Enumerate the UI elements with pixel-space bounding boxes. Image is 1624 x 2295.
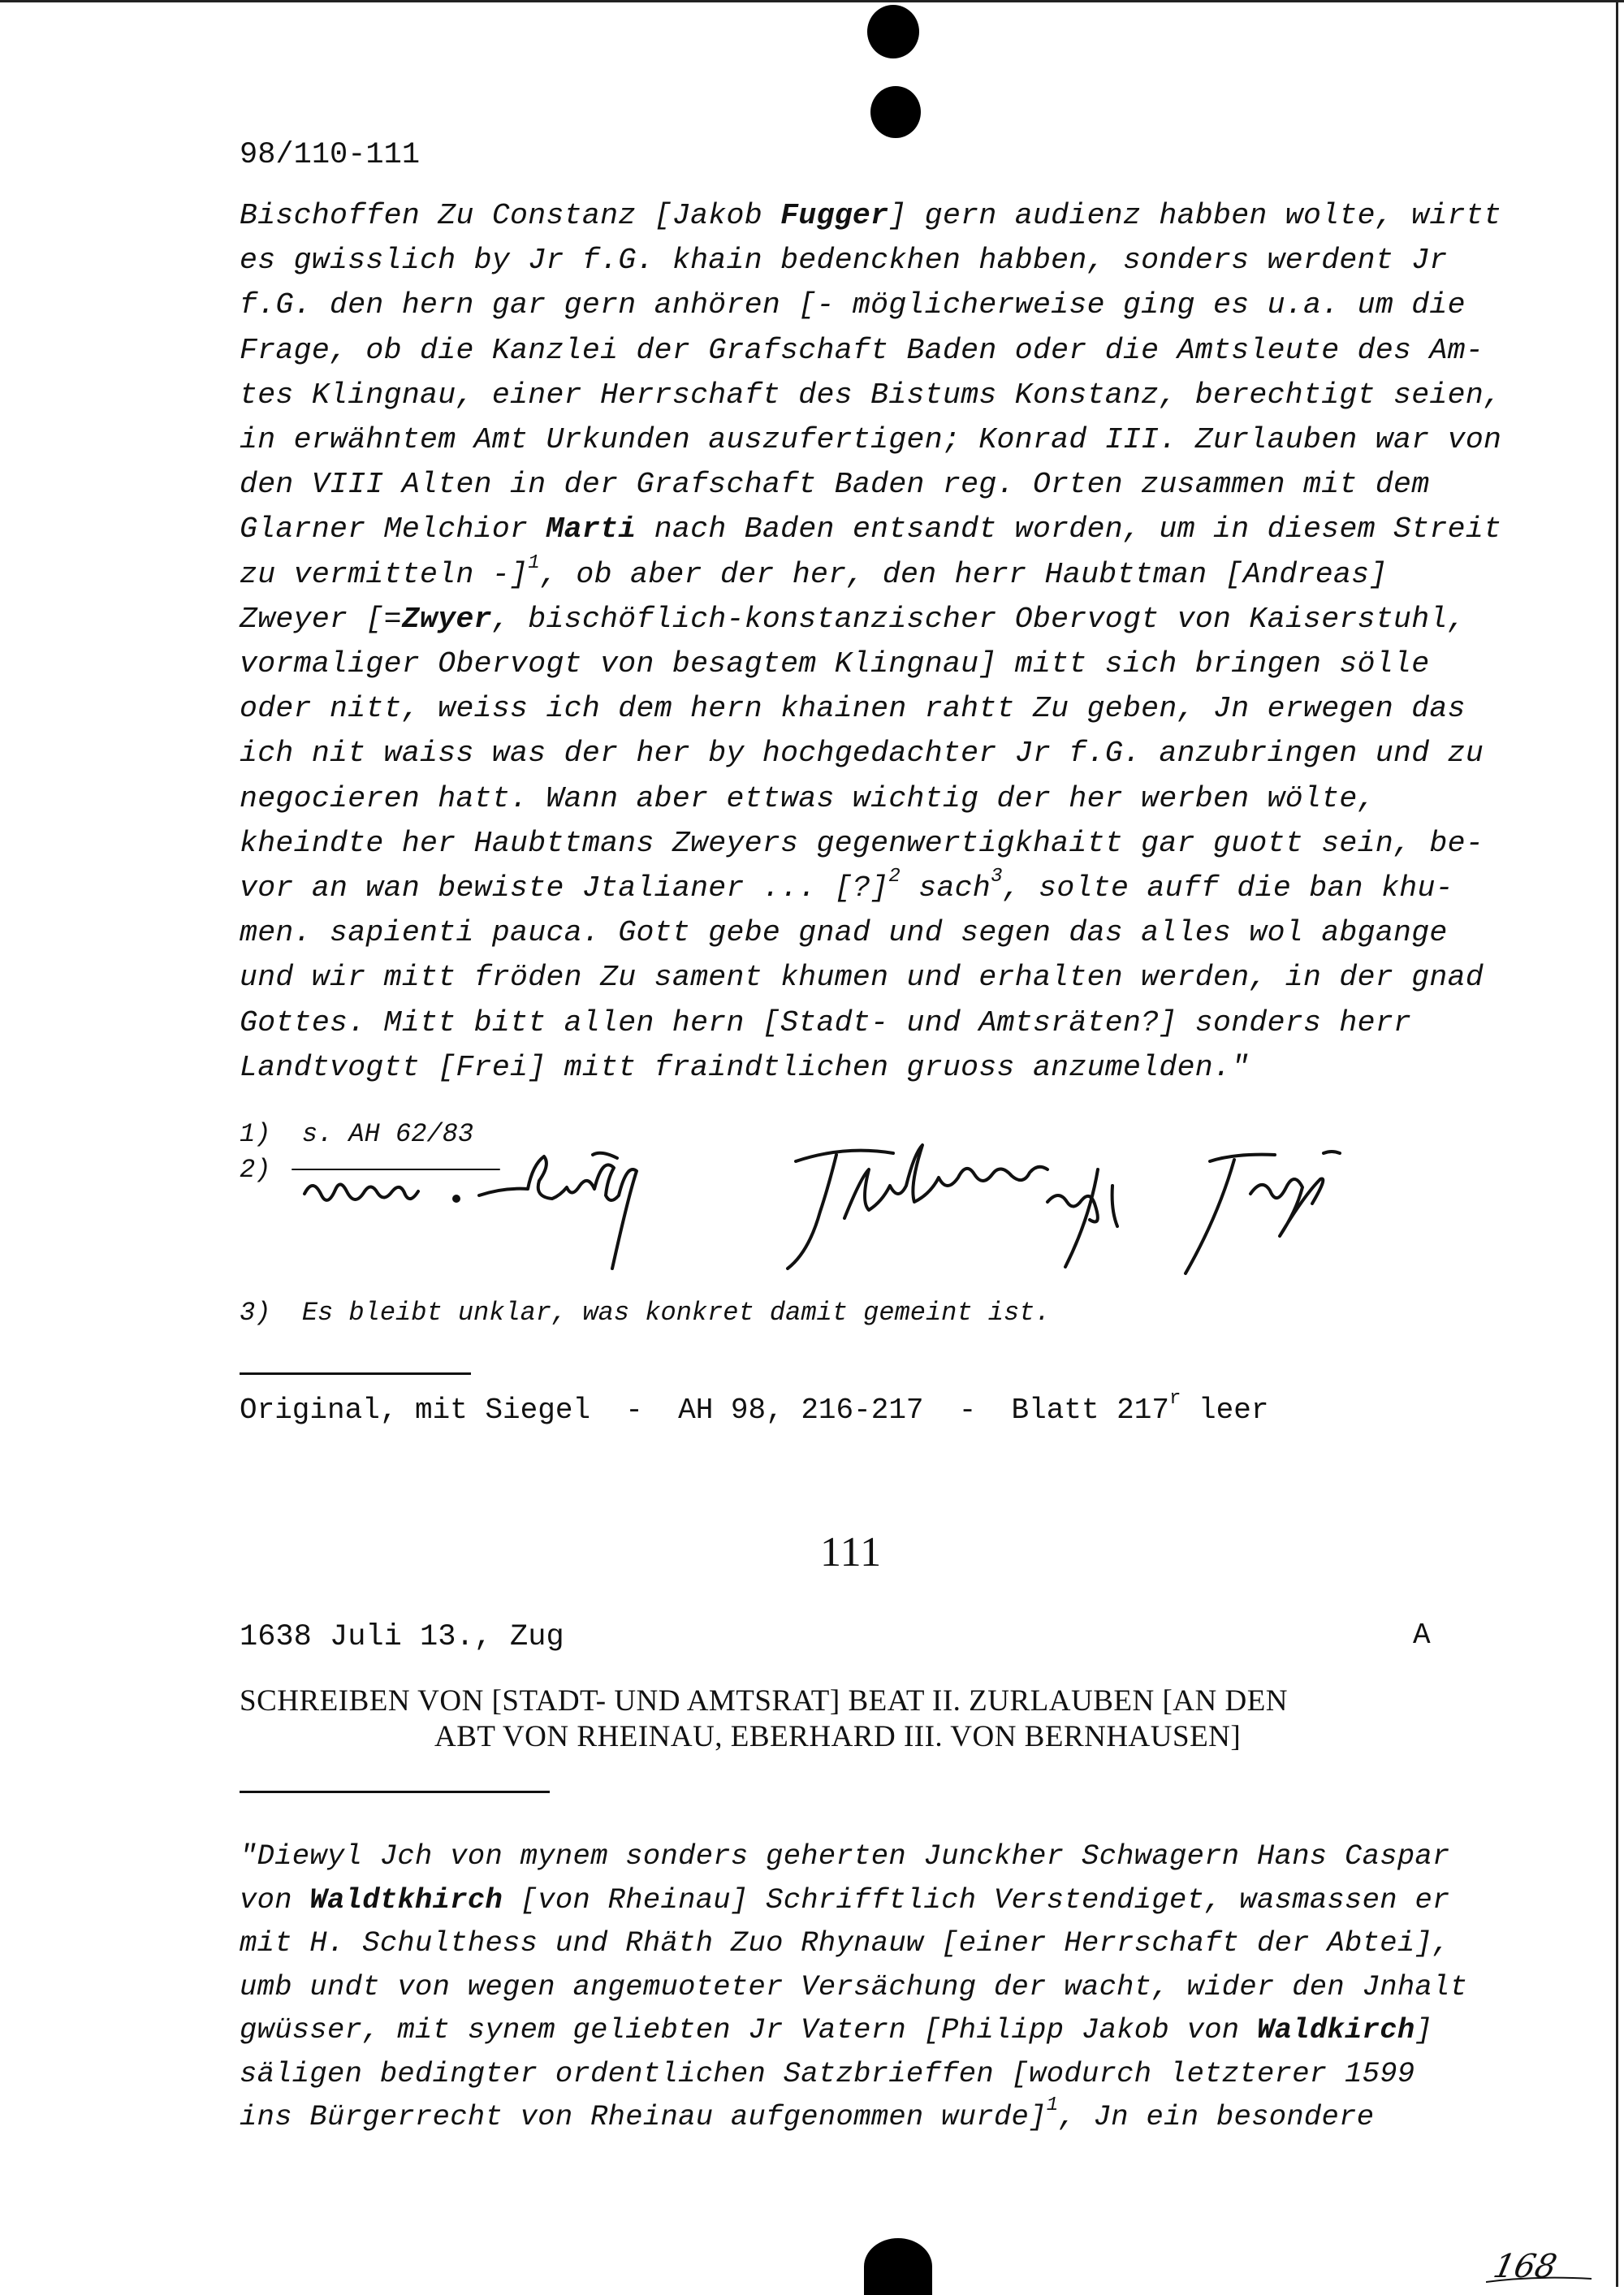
right-border	[1616, 0, 1618, 2287]
body-line: und wir mitt fröden Zu sament khumen und erhalten werden, in der gnad	[240, 961, 1484, 995]
body-line: vormaliger Obervogt von besagtem Klingnau] mitt sich bringen sölle	[240, 647, 1430, 681]
body-line: f.G. den hern gar gern anhören [- möglicherweise ging es u.a. um die	[240, 288, 1466, 322]
document-title-line-2: ABT VON RHEINAU, EBERHARD III. VON BERNHAUSEN]	[434, 1720, 1242, 1753]
handwritten-excerpt	[276, 1137, 1356, 1291]
page-number: 168	[1490, 2248, 1561, 2285]
document-title-line-1: SCHREIBEN VON [STADT- UND AMTSRAT] BEAT II. ZURLAUBEN [AN DEN	[240, 1684, 1289, 1718]
page-number-underline	[1486, 2274, 1600, 2287]
body-line: es gwisslich by Jr f.G. khain bedenckhen habben, sonders werdent Jr	[240, 244, 1448, 278]
letter-line: mit H. Schulthess und Rhäth Zuo Rhynauw [einer Herrschaft der Abtei],	[240, 1926, 1450, 1960]
body-line: vor an wan bewiste Jtalianer ... [?]$^2$ sach$^3$, solte auff die ban khu-	[240, 866, 1453, 905]
body-line: kheindte her Haubttmans Zweyers gegenwertigkhaitt gar guott sein, be-	[240, 826, 1484, 860]
letter-line: säligen bedingter ordentlichen Satzbrieffen [wodurch letzterer 1599	[240, 2056, 1415, 2090]
body-line: Gottes. Mitt bitt allen hern [Stadt- und Amtsräten?] sonders herr	[240, 1005, 1412, 1039]
body-line: Glarner Melchior Marti nach Baden entsandt worden, um in diesem Streit	[240, 512, 1502, 547]
letter-line: von Waldtkhirch [von Rheinau] Schrifftlich Verstendiget, wasmassen er	[240, 1882, 1450, 1917]
page-reference: 98/110-111	[240, 138, 421, 172]
body-line: in erwähntem Amt Urkunden auszufertigen; Konrad III. Zurlauben war von	[240, 423, 1502, 456]
letter-line: "Diewyl Jch von mynem sonders geherten Junckher Schwagern Hans Caspar	[240, 1839, 1450, 1873]
body-line: Landtvogtt [Frei] mitt fraindtlichen gruoss anzumelden."	[240, 1050, 1250, 1084]
source-line: Original, mit Siegel - AH 98, 216-217 - Blatt 217$^r$ leer	[240, 1388, 1269, 1427]
footnote-3: 3) Es bleibt unklar, was konkret damit gemeint ist.	[240, 1298, 1051, 1328]
separator-rule-2	[240, 1791, 550, 1793]
body-line: den VIII Alten in der Grafschaft Baden reg. Orten zusammen mit dem	[240, 468, 1430, 502]
body-line: Bischoffen Zu Constanz [Jakob Fugger] gern audienz habben wolte, wirtt	[240, 199, 1502, 232]
document-letter: A	[1413, 1619, 1431, 1652]
punch-hole-top-1	[867, 5, 919, 58]
body-line: tes Klingnau, einer Herrschaft des Bistums Konstanz, berechtigt seien,	[240, 378, 1502, 412]
letter-line: gwüsser, mit synem geliebten Jr Vatern [Philipp Jakob von Waldkirch]	[240, 2013, 1433, 2046]
letter-line: ins Bürgerrecht von Rheinau aufgenommen wurde]$^1$, Jn ein besondere	[240, 2094, 1375, 2133]
separator-rule-1	[240, 1372, 471, 1375]
top-border	[0, 0, 1624, 2]
document-number: 111	[820, 1529, 882, 1575]
body-line: negocieren hatt. Wann aber ettwas wichtig der her werben wölte,	[240, 781, 1376, 815]
punch-hole-top-2	[870, 86, 921, 138]
body-line: oder nitt, weiss ich dem hern khainen rahtt Zu geben, Jn erwegen das	[240, 692, 1466, 726]
body-line: zu vermitteln -]$^1$, ob aber der her, den herr Haubttman [Andreas]	[240, 551, 1388, 591]
footnote-1: 1) s. AH 62/83	[240, 1119, 474, 1149]
body-line: Zweyer [=Zwyer, bischöflich-konstanzischer Obervogt von Kaiserstuhl,	[240, 602, 1466, 636]
body-line: Frage, ob die Kanzlei der Grafschaft Baden oder die Amtsleute des Am-	[240, 333, 1484, 367]
document-date-place: 1638 Juli 13., Zug	[240, 1620, 564, 1654]
body-line: ich nit waiss was der her by hochgedachter Jr f.G. anzubringen und zu	[240, 737, 1484, 771]
footnote-2-marker: 2)	[240, 1155, 271, 1185]
letter-line: umb undt von wegen angemuoteter Versächung der wacht, wider den Jnhalt	[240, 1969, 1468, 2003]
body-line: men. sapienti pauca. Gott gebe gnad und segen das alles wol abgange	[240, 916, 1448, 950]
